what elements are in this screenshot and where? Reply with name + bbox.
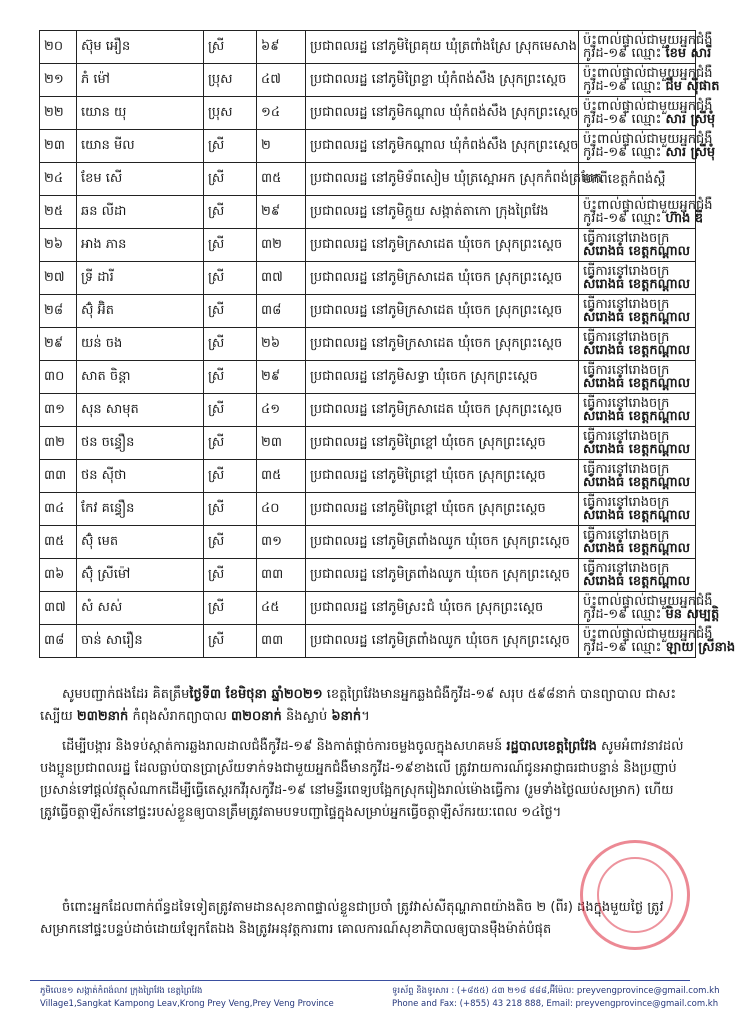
note-line: ធ្វើការនៅរោងចក្រ <box>583 363 670 378</box>
row-number: ៣០ <box>40 361 77 394</box>
summary-text: និងស្លាប់ <box>281 709 332 724</box>
patient-name: យោន យុ <box>77 97 204 130</box>
note-contact: សំរោងធំ ខេត្តកណ្តាល <box>583 244 691 259</box>
case-note <box>579 97 716 130</box>
table-row <box>40 97 696 130</box>
death-count: ៦នាក់ <box>331 709 362 724</box>
patient-address: ប្រជាពលរដ្ឋ នៅភូមិក្រសាដេត ឃុំចេក ស្រុកព្រះស្តេច <box>306 394 579 427</box>
case-note <box>579 328 696 361</box>
summary-text: ។ <box>361 709 370 724</box>
row-number: ២៥ <box>40 196 77 229</box>
patient-name: ភំ ម៉ៅ <box>77 64 204 97</box>
note-contact: សំរោងធំ ខេត្តកណ្តាល <box>583 541 691 556</box>
patient-sex: ស្រី <box>204 592 257 625</box>
patient-sex: ប្រុស <box>204 64 257 97</box>
patient-age: ៣៧ <box>257 262 306 295</box>
patient-age: ២៩ <box>257 361 306 394</box>
appeal-text: ដើម្បីបង្ការ និងទប់ស្កាត់ការឆ្លងរាលដាលជំងឺកូវីដ-១៩ និងកាត់ផ្តាច់ការចម្លងចូលក្នុងសហគមន៍ <box>62 739 507 754</box>
note-contact: ហ៊ាង ឌី <box>665 211 704 226</box>
row-number: ២២ <box>40 97 77 130</box>
patient-sex: ស្រី <box>204 130 257 163</box>
patient-age: ២ <box>257 130 306 163</box>
patient-sex: ស្រី <box>204 328 257 361</box>
note-line: មកពីខេត្តកំពង់ស្ពឺ <box>583 171 666 187</box>
patient-name: សាត ចិន្តា <box>77 361 204 394</box>
patient-age: ៣៨ <box>257 295 306 328</box>
note-contact: សំរោងធំ ខេត្តកណ្តាល <box>583 409 691 424</box>
row-number: ៣៤ <box>40 493 77 526</box>
row-number: ៣៧ <box>40 592 77 625</box>
row-number: ៣៣ <box>40 460 77 493</box>
table-row <box>40 592 696 625</box>
table-row <box>40 559 696 592</box>
note-contact: សំរោងធំ ខេត្តកណ្តាល <box>583 277 691 292</box>
case-note <box>579 625 735 658</box>
table-row <box>40 64 696 97</box>
patient-sex: ស្រី <box>204 625 257 658</box>
note-line: ធ្វើការនៅរោងចក្រ <box>583 528 670 543</box>
footer-contact-en: Phone and Fax: (+855) 43 218 888, Email: preyvengprovince@gmail.com.kh <box>392 999 719 1009</box>
case-note <box>579 295 696 328</box>
patient-name: ស៊ុំ អ៊ិត <box>77 295 204 328</box>
case-note <box>579 361 696 394</box>
patient-age: ២៩ <box>257 196 306 229</box>
patient-address: ប្រជាពលរដ្ឋ នៅភូមិព្រៃខ្ពៅ ឃុំចេក ស្រុកព្រះស្តេច <box>306 427 579 460</box>
row-number: ២៦ <box>40 229 77 262</box>
table-row <box>40 262 696 295</box>
note-line: កូវីដ-១៩ ឈ្មោះ <box>583 112 666 127</box>
case-note <box>579 262 696 295</box>
patient-age: ៦៩ <box>257 31 306 64</box>
table-row <box>40 493 696 526</box>
row-number: ២៧ <box>40 262 77 295</box>
patient-sex: ស្រី <box>204 295 257 328</box>
patient-age: ៣១ <box>257 526 306 559</box>
note-line: ប៉ះពាល់ផ្ទាល់ជាមួយអ្នកជំងឺ <box>583 99 713 114</box>
table-row <box>40 196 696 229</box>
patient-age: ២៦ <box>257 328 306 361</box>
case-note <box>579 31 713 64</box>
patient-sex: ស្រី <box>204 559 257 592</box>
patient-address: ប្រជាពលរដ្ឋ នៅភូមិក្រសាដេត ឃុំចេក ស្រុកព្រះស្តេច <box>306 328 579 361</box>
patient-age: ១៤ <box>257 97 306 130</box>
patient-sex: ស្រី <box>204 361 257 394</box>
patient-name: ចាន់ សារឿន <box>77 625 204 658</box>
summary-date: ថ្ងៃទី៣ ខែមិថុនា ឆ្នាំ២០២១ <box>189 687 323 702</box>
patient-sex: ស្រី <box>204 493 257 526</box>
patient-name: ថន ចន្ធឿន <box>77 427 204 460</box>
row-number: ២៣ <box>40 130 77 163</box>
row-number: ៣៨ <box>40 625 77 658</box>
note-line: ធ្វើការនៅរោងចក្រ <box>583 396 670 411</box>
row-number: ៣៦ <box>40 559 77 592</box>
row-number: ២០ <box>40 31 77 64</box>
note-line: ប៉ះពាល់ផ្ទាល់ជាមួយអ្នកជំងឺ <box>583 198 713 213</box>
note-contact: សំរោងធំ ខេត្តកណ្តាល <box>583 508 691 523</box>
recovered-count: ២៣២នាក់ <box>76 709 129 724</box>
table-row <box>40 229 696 262</box>
table-row <box>40 328 696 361</box>
summary-text: សូមបញ្ជាក់ផងដែរ គិតត្រឹម <box>62 687 190 702</box>
patient-address: ប្រជាពលរដ្ឋ នៅភូមិព្រៃខ្លា ឃុំកំពង់សឹង ស្រុកព្រះស្តេច <box>306 64 579 97</box>
table-row <box>40 295 696 328</box>
patient-name: ទ្រី ដារី <box>77 262 204 295</box>
patient-age: ៣៣ <box>257 625 306 658</box>
patient-age: ៣៥ <box>257 460 306 493</box>
note-line: ធ្វើការនៅរោងចក្រ <box>583 264 670 279</box>
patient-age: ៣៣ <box>257 559 306 592</box>
patient-sex: ស្រី <box>204 427 257 460</box>
note-contact: សំរោងធំ ខេត្តកណ្តាល <box>583 376 691 391</box>
case-note <box>579 163 696 196</box>
patient-age: ៤៥ <box>257 592 306 625</box>
note-line: ធ្វើការនៅរោងចក្រ <box>583 297 670 312</box>
footer-address-en: Village1,Sangkat Kampong Leav,Krong Prey Veng,Prey Veng Province <box>40 999 334 1009</box>
provincial-administration: រដ្ឋបាលខេត្តព្រៃវែង <box>506 739 597 754</box>
note-line: កូវីដ-១៩ ឈ្មោះ <box>583 79 666 94</box>
patient-sex: ស្រី <box>204 196 257 229</box>
patient-address: ប្រជាពលរដ្ឋ នៅភូមិព្រៃខ្ពៅ ឃុំចេក ស្រុកព្រះស្តេច <box>306 493 579 526</box>
row-number: ៣៥ <box>40 526 77 559</box>
summary-paragraph <box>40 684 685 728</box>
note-contact: សំរោងធំ ខេត្តកណ្តាល <box>583 475 691 490</box>
patient-name: សំ សស់ <box>77 592 204 625</box>
patient-name: អាង ភាន <box>77 229 204 262</box>
treatment-count: ៣២០នាក់ <box>231 709 282 724</box>
table-row <box>40 427 696 460</box>
patient-address: ប្រជាពលរដ្ឋ នៅភូមិកណ្តាល ឃុំកំពង់សឹង ស្រុកព្រះស្តេច <box>306 97 579 130</box>
note-contact: សារ ស្រីមុំ <box>665 145 716 160</box>
case-note <box>579 196 713 229</box>
note-line: កូវីដ-១៩ ឈ្មោះ <box>583 607 666 622</box>
case-note <box>579 559 696 592</box>
patient-address: ប្រជាពលរដ្ឋ នៅភូមិក្រសាដេត ឃុំចេក ស្រុកព្រះស្តេច <box>306 229 579 262</box>
note-line: ធ្វើការនៅរោងចក្រ <box>583 462 670 477</box>
note-line: ធ្វើការនៅរោងចក្រ <box>583 231 670 246</box>
patient-address: ប្រជាពលរដ្ឋ នៅភូមិស្រះជំ ឃុំចេក ស្រុកព្រះស្តេច <box>306 592 579 625</box>
patient-sex: ស្រី <box>204 460 257 493</box>
note-line: ធ្វើការនៅរោងចក្រ <box>583 429 670 444</box>
note-contact: សំរោងធំ ខេត្តកណ្តាល <box>583 310 691 325</box>
row-number: ២១ <box>40 64 77 97</box>
note-line: កូវីដ-១៩ ឈ្មោះ <box>583 211 666 226</box>
patient-address: ប្រជាពលរដ្ឋ នៅភូមិក្រសាដេត ឃុំចេក ស្រុកព្រះស្តេច <box>306 262 579 295</box>
table-row <box>40 526 696 559</box>
appeal-paragraph <box>40 736 685 824</box>
note-contact: ឡាយ ស្រីនាង <box>665 640 735 655</box>
case-note <box>579 592 720 625</box>
note-line: ធ្វើការនៅរោងចក្រ <box>583 495 670 510</box>
summary-text: ខេត្តព្រៃវែងមានអ្នកឆ្លងជំងឺកូវីដ-១៩ សរុប ៥៩៨នាក់ បានព្យាបាល ជាសះស្បើយ <box>40 687 677 724</box>
row-number: ២៨ <box>40 295 77 328</box>
patient-name: ស៊ុំ ស្រីម៉ៅ <box>77 559 204 592</box>
row-number: ៣១ <box>40 394 77 427</box>
note-line: ប៉ះពាល់ផ្ទាល់ជាមួយអ្នកជំងឺ <box>583 627 713 642</box>
patient-sex: ស្រី <box>204 31 257 64</box>
note-contact: ខែម សារី <box>665 46 712 61</box>
appeal-text: សូមអំពាវនាវដល់ បងប្អូនប្រជាពលរដ្ឋ ដែលធ្លាប់បានប្រាស្រ័យទាក់ទងជាមួយអ្នកជំងឺមានកូវីដ-១៩ខាងលើ ត្រូវរាយការណ៍ជូនអាជ្ញាធរជាបន្ទាន់ និងប្រញាប់ប្រសាន់ទៅផ្តល់វត្ថុសំណាកដើម្បីធ្វើតេស្តរកវីរុសកូវីដ-១៩ នៅមន្ទីរពេទ្យបង្អែកស្រុករៀងរាល់ម៉ោងធ្វើការ (រួមទាំងថ្ងៃឈប់សម្រាក) ហើយត្រូវធ្វើចត្តាឡីស័កនៅផ្ទះរបស់ខ្លួនឲ្យបានត្រឹមត្រូវតាមបទបញ្ជាផ្ទៃក្នុងសម្រាប់អ្នកធ្វើចត្តាឡីស័ករយៈពេល ១៤ថ្ងៃ។ <box>40 739 684 820</box>
patient-sex: ស្រី <box>204 229 257 262</box>
patient-age: ៤៧ <box>257 64 306 97</box>
patient-name: យន់ ចង <box>77 328 204 361</box>
patient-sex: ស្រី <box>204 526 257 559</box>
patient-address: ប្រជាពលរដ្ឋ នៅភូមិក្រសាដេត ឃុំចេក ស្រុកព្រះស្តេច <box>306 295 579 328</box>
patient-name: សុន សាមុត <box>77 394 204 427</box>
case-table <box>39 30 735 658</box>
note-contact: ជឹម ស៊ីផាត <box>665 79 720 94</box>
table-row <box>40 130 696 163</box>
note-line: ប៉ះពាល់ផ្ទាល់ជាមួយអ្នកជំងឺ <box>583 132 713 147</box>
note-line: ប៉ះពាល់ផ្ទាល់ជាមួយអ្នកជំងឺ <box>583 594 713 609</box>
note-contact: សំរោងធំ ខេត្តកណ្តាល <box>583 442 691 457</box>
patient-name: ស៊ុំ មេត <box>77 526 204 559</box>
patient-name: យោន មីល <box>77 130 204 163</box>
case-note <box>579 229 696 262</box>
case-note <box>579 460 696 493</box>
note-contact: សារ ស្រីមុំ <box>665 112 716 127</box>
case-note <box>579 130 716 163</box>
footer-divider <box>30 980 690 981</box>
patient-age: ២៣ <box>257 427 306 460</box>
patient-address: ប្រជាពលរដ្ឋ នៅភូមិព្រៃគុយ ឃុំត្រពាំងស្រែ ស្រុកមេសាង <box>306 31 579 64</box>
note-line: ប៉ះពាល់ផ្ទាល់ជាមួយអ្នកជំងឺ <box>583 66 713 81</box>
note-line: ប៉ះពាល់ផ្ទាល់ជាមួយអ្នកជំងឺ <box>583 33 713 48</box>
row-number: ២៩ <box>40 328 77 361</box>
summary-text: កំពុងសំរាកព្យាបាល <box>128 709 232 724</box>
patient-address: ប្រជាពលរដ្ឋ នៅភូមិសទ្វា ឃុំចេក ស្រុកព្រះស្តេច <box>306 361 579 394</box>
note-line: កូវីដ-១៩ ឈ្មោះ <box>583 640 666 655</box>
patient-name: ឆន លីដា <box>77 196 204 229</box>
official-seal <box>580 840 690 950</box>
patient-sex: ស្រី <box>204 262 257 295</box>
table-row <box>40 394 696 427</box>
patient-address: ប្រជាពលរដ្ឋ នៅភូមិកណ្តាល ឃុំកំពង់សឹង ស្រុកព្រះស្តេច <box>306 130 579 163</box>
patient-name: ខែម សើ <box>77 163 204 196</box>
table-row <box>40 625 696 658</box>
table-row <box>40 31 696 64</box>
patient-name: ថន ស៊ីថា <box>77 460 204 493</box>
note-line: កូវីដ-១៩ ឈ្មោះ <box>583 145 666 160</box>
row-number: ២៤ <box>40 163 77 196</box>
note-line: កូវីដ-១៩ ឈ្មោះ <box>583 46 666 61</box>
note-contact: សំរោងធំ ខេត្តកណ្តាល <box>583 574 691 589</box>
footer-address-kh: ភូមិលេខ១ សង្កាត់កំពង់លាវ ក្រុងព្រៃវែង ខេត្តព្រៃវែង <box>40 986 203 996</box>
case-note <box>579 427 696 460</box>
patient-age: ៣២ <box>257 229 306 262</box>
patient-sex: ប្រុស <box>204 97 257 130</box>
footer-address <box>40 985 334 1011</box>
case-note <box>579 493 696 526</box>
patient-address: ប្រជាពលរដ្ឋ នៅភូមិត្រពាំងឈូក ឃុំចេក ស្រុកព្រះស្តេច <box>306 526 579 559</box>
patient-sex: ស្រី <box>204 163 257 196</box>
case-note <box>579 64 720 97</box>
table-row <box>40 361 696 394</box>
footer-contact <box>392 985 719 1011</box>
case-note <box>579 394 696 427</box>
patient-address: ប្រជាពលរដ្ឋ នៅភូមិព្រៃខ្ពៅ ឃុំចេក ស្រុកព្រះស្តេច <box>306 460 579 493</box>
table-row <box>40 163 696 196</box>
patient-age: ៤១ <box>257 394 306 427</box>
note-line: ធ្វើការនៅរោងចក្រ <box>583 561 670 576</box>
table-row <box>40 460 696 493</box>
patient-name: ស៊ុម អឿន <box>77 31 204 64</box>
note-line: ធ្វើការនៅរោងចក្រ <box>583 330 670 345</box>
row-number: ៣២ <box>40 427 77 460</box>
footer-contact-kh: ទូរស័ព្ទ និងទូរសារ : (+៨៥៥) ៤៣ ២១៨ ៨៨៨,អ៊ីម៉ែល: preyvengprovince@gmail.com.kh <box>392 986 720 996</box>
patient-address: ប្រជាពលរដ្ឋ នៅភូមិក្ដួយ សង្កាត់តាកោ ក្រុងព្រៃវែង <box>306 196 579 229</box>
note-contact: មិន សម្បត្តិ <box>665 607 720 622</box>
patient-address: ប្រជាពលរដ្ឋ នៅភូមិត្រពាំងឈូក ឃុំចេក ស្រុកព្រះស្តេច <box>306 559 579 592</box>
guidance-text: ចំពោះអ្នកដែលពាក់ព័ន្ធដទៃទៀតត្រូវតាមដានសុខភាពផ្ទាល់ខ្លួនជាប្រចាំ ត្រូវវាស់សីតុណ្ហភាពយ៉ាងតិច ២ (ពីរ) ដងក្នុងមួយថ្ងៃ ត្រូវសម្រាកនៅផ្ទះបន្ទប់ដាច់ដោយឡែកតែឯង និងត្រូវអនុវត្តការពារ គោលការណ៍សុខាភិបាលឲ្យបានម៉ឺងម៉ាត់បំផុត <box>40 900 664 937</box>
patient-sex: ស្រី <box>204 394 257 427</box>
note-contact: សំរោងធំ ខេត្តកណ្តាល <box>583 343 691 358</box>
patient-address: ប្រជាពលរដ្ឋ នៅភូមិត្រពាំងឈូក ឃុំចេក ស្រុកព្រះស្តេច <box>306 625 579 658</box>
patient-age: ៤០ <box>257 493 306 526</box>
patient-name: កែវ គន្ធឿន <box>77 493 204 526</box>
patient-age: ៣៥ <box>257 163 306 196</box>
patient-address: ប្រជាពលរដ្ឋ នៅភូមិទ័ពសៀម ឃុំត្រស្អោអក ស្រុកកំពង់ត្របែក <box>306 163 579 196</box>
case-note <box>579 526 696 559</box>
